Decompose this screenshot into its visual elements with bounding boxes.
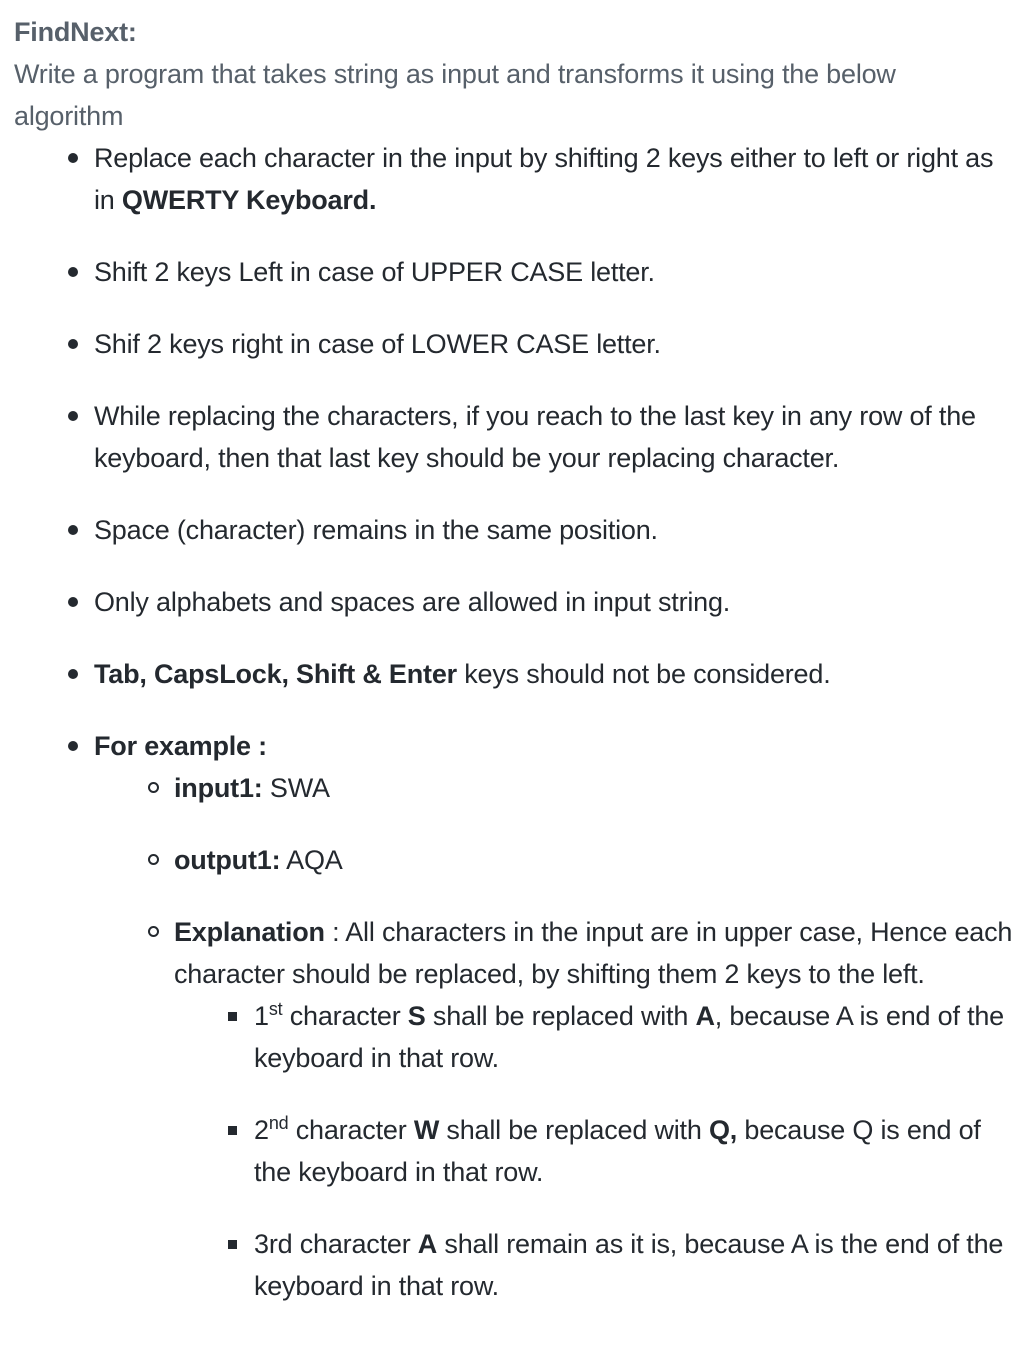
- rule-item: [94, 509, 1016, 551]
- step-text: character: [282, 1001, 408, 1031]
- rule-text: Only alphabets and spaces are allowed in input string.: [94, 587, 731, 617]
- example-input: [174, 767, 1016, 809]
- output-label: output1:: [174, 845, 281, 875]
- rule-text: Shif 2 keys right in case of LOWER CASE letter.: [94, 329, 661, 359]
- step-text: shall remain as it is, because A is the end of the keyboard in that row.: [254, 1229, 1004, 1301]
- step-bold: S: [407, 1001, 426, 1031]
- rule-item: [94, 581, 1016, 623]
- rule-text: Replace each character in the input by shifting 2 keys either to left or right as in: [94, 143, 994, 215]
- steps-list: [174, 995, 1016, 1307]
- rule-bold: QWERTY Keyboard.: [121, 185, 377, 215]
- step-bold: A: [417, 1229, 438, 1259]
- rules-list: [0, 137, 1016, 1337]
- step-item: [254, 1109, 1016, 1193]
- step-item: [254, 1223, 1016, 1307]
- step-number: 1: [254, 1001, 269, 1031]
- step-suffix: st: [268, 999, 283, 1019]
- example-list: [94, 767, 1016, 1307]
- step-bold: Q,: [708, 1115, 738, 1145]
- step-number: 2: [254, 1115, 269, 1145]
- rule-bold: Tab, CapsLock, Shift & Enter: [94, 659, 457, 689]
- example-output: [174, 839, 1016, 881]
- step-text: shall be replaced with: [439, 1115, 709, 1145]
- step-text: character: [292, 1229, 418, 1259]
- rule-item: [94, 323, 1016, 365]
- step-text: , because A is end of the keyboard in that row.: [254, 1001, 1004, 1073]
- rule-text: Shift 2 keys Left in case of UPPER CASE letter.: [94, 257, 655, 287]
- rule-item: [94, 395, 1016, 479]
- example-item: [94, 725, 1016, 1307]
- problem-title: FindNext:: [14, 17, 137, 47]
- example-heading: For example :: [94, 731, 267, 761]
- step-bold: A: [695, 1001, 715, 1031]
- step-text: because Q is end of the keyboard in that row.: [254, 1115, 981, 1187]
- rule-text: While replacing the characters, if you reach to the last key in any row of the keyboard, then that last key should be your replacing character.: [94, 401, 976, 473]
- step-suffix: nd: [268, 1113, 289, 1133]
- rule-item: [94, 653, 1016, 695]
- rule-item: [94, 251, 1016, 293]
- explanation-label: Explanation: [174, 917, 325, 947]
- input-label: input1:: [174, 773, 263, 803]
- output-value: AQA: [280, 845, 343, 875]
- input-value: SWA: [262, 773, 330, 803]
- problem-intro: Write a program that takes string as input and transforms it using the below algorithm: [14, 59, 896, 131]
- rule-text: Space (character) remains in the same position.: [94, 515, 658, 545]
- step-text: shall be replaced with: [425, 1001, 696, 1031]
- step-item: [254, 995, 1016, 1079]
- explanation-text: : All characters in the input are in upper case, Hence each character should be replaced, by shifting them 2 keys to the left.: [174, 917, 1013, 989]
- rule-item: [94, 137, 1016, 221]
- step-bold: W: [413, 1115, 440, 1145]
- rule-text: keys should not be considered.: [456, 659, 831, 689]
- step-number: 3rd: [254, 1229, 293, 1259]
- example-explanation: [174, 911, 1016, 1307]
- step-text: character: [288, 1115, 414, 1145]
